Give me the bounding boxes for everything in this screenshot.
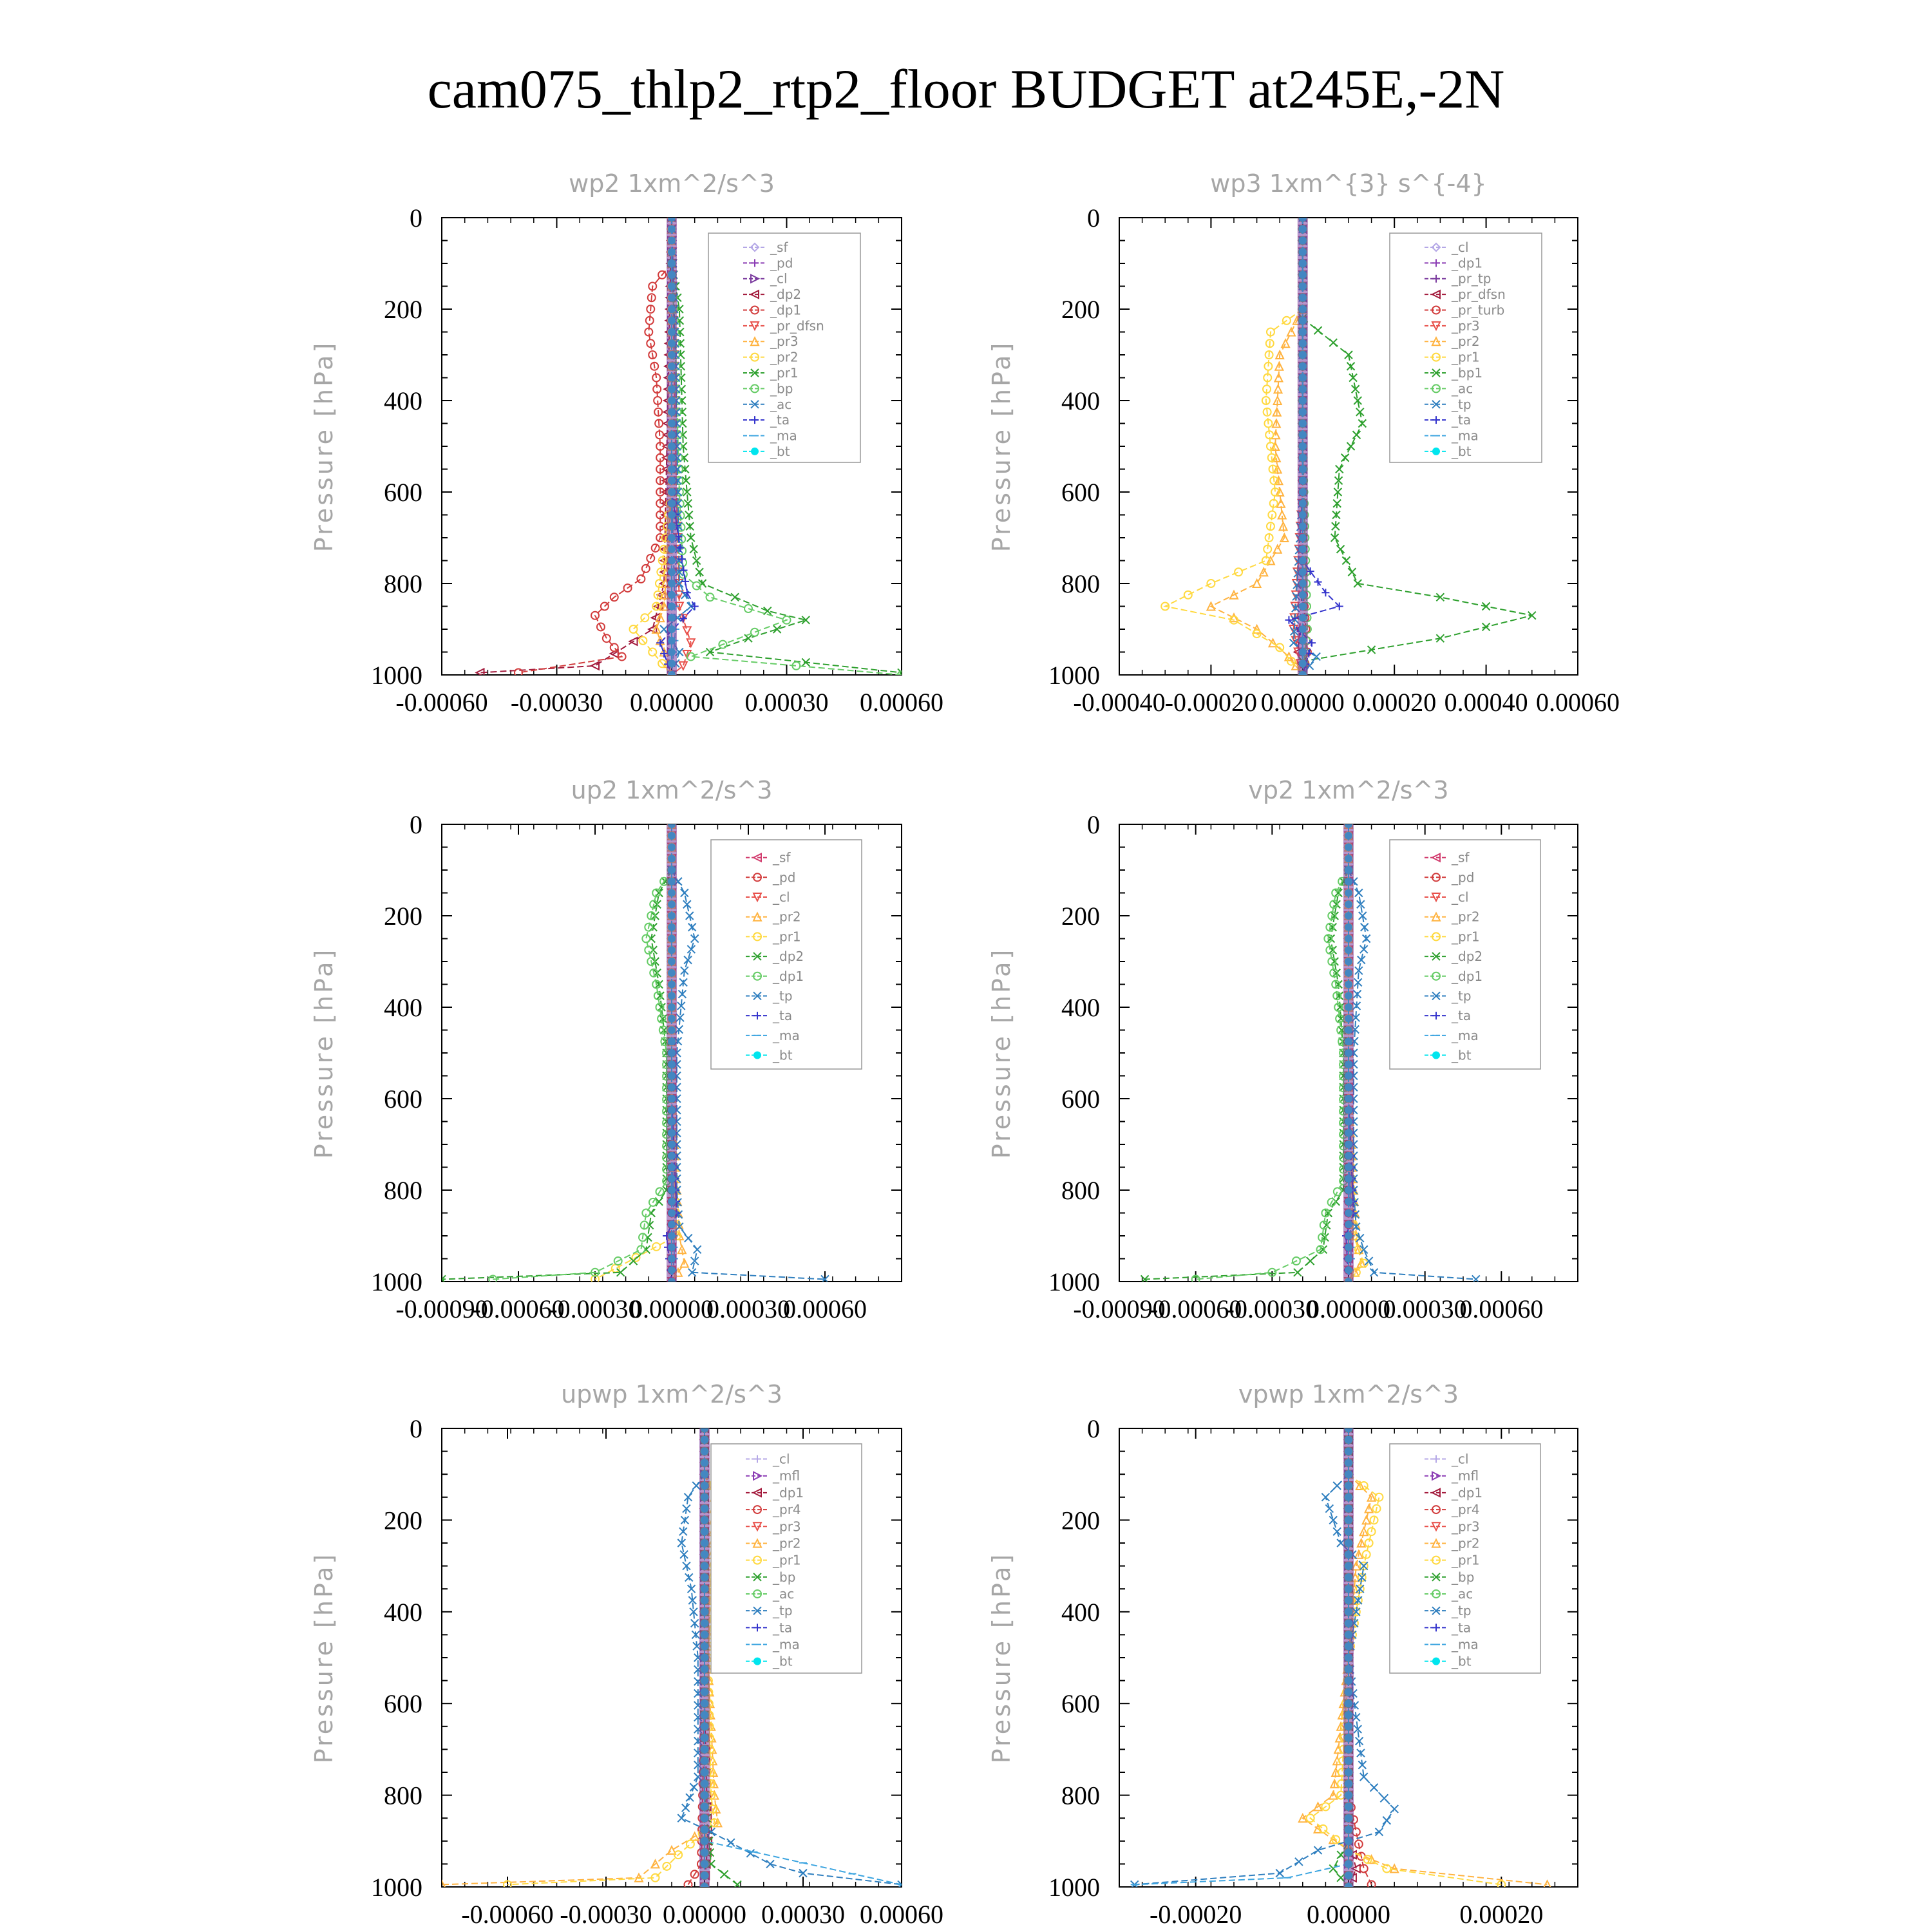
legend-label: _sf	[770, 239, 788, 255]
y-tick-label: 600	[1061, 478, 1100, 507]
y-tick-label: 200	[1061, 295, 1100, 324]
legend-label: _ta	[1452, 1620, 1472, 1636]
legend-swatch-marker	[1432, 1658, 1440, 1665]
data-point	[1235, 568, 1242, 576]
data-point	[1334, 1188, 1341, 1195]
legend-label: _pr2	[773, 1535, 801, 1551]
legend-label: _cl	[1452, 889, 1469, 905]
legend-label: _pr1	[773, 1552, 801, 1568]
x-tick-label: -0.00060	[461, 1900, 554, 1929]
x-tick-label: -0.00060	[472, 1294, 565, 1323]
x-tick-label: 0.00030	[744, 688, 829, 717]
legend-swatch-marker	[1432, 1052, 1440, 1059]
y-tick-label: 1000	[1048, 1873, 1100, 1902]
legend-swatch-marker	[753, 1052, 761, 1059]
legend-label: _bt	[773, 1047, 793, 1063]
data-point	[1282, 339, 1289, 347]
y-axis-label: Pressure [hPa]	[987, 340, 1016, 553]
legend-label: _pr1	[1452, 929, 1480, 945]
data-point	[1253, 580, 1261, 587]
data-point	[1370, 1269, 1378, 1276]
x-tick-label: 0.00020	[1459, 1900, 1544, 1929]
panel-1	[310, 169, 943, 717]
data-point	[691, 603, 699, 611]
legend-label: _pr4	[1452, 1502, 1480, 1518]
x-tick-label: -0.00040	[1073, 688, 1166, 717]
legend	[1390, 840, 1540, 1069]
zero-overlap-band	[667, 218, 677, 675]
data-point	[744, 634, 752, 642]
panel-6	[987, 1380, 1578, 1929]
x-tick-label: 0.00030	[706, 1294, 790, 1323]
y-tick-label: 800	[1061, 569, 1100, 598]
data-point	[1333, 1528, 1341, 1535]
zero-overlap-band	[699, 1428, 710, 1887]
y-tick-label: 200	[384, 295, 422, 324]
legend-label: _mfl	[1452, 1468, 1479, 1484]
series-line	[493, 870, 672, 1280]
x-tick-label: 0.00000	[630, 1294, 714, 1323]
y-tick-label: 0	[1087, 810, 1100, 839]
panel-2	[987, 169, 1620, 717]
legend-label: _ma	[1452, 428, 1479, 444]
y-tick-label: 600	[1061, 1084, 1100, 1113]
series-line	[507, 1474, 717, 1884]
y-tick-label: 600	[384, 1084, 422, 1113]
zero-overlap-band	[667, 824, 677, 1282]
y-tick-label: 400	[1061, 386, 1100, 415]
panel-title: up2 1xm^2/s^3	[571, 776, 773, 804]
legend-label: _dp2	[770, 287, 802, 303]
zero-overlap-band	[1298, 218, 1308, 675]
legend-swatch-marker	[1432, 448, 1440, 455]
data-point	[766, 1860, 774, 1868]
data-point	[696, 568, 703, 576]
x-tick-label: -0.00060	[1150, 1294, 1242, 1323]
data-point	[1274, 545, 1282, 553]
legend-label: _pr1	[1452, 1552, 1480, 1568]
data-point	[751, 629, 759, 636]
legend-label: _ma	[773, 1636, 800, 1653]
legend-label: _bp	[773, 1569, 796, 1585]
zero-overlap-band	[1343, 824, 1354, 1282]
data-point	[1482, 623, 1490, 630]
y-tick-label: 400	[1061, 993, 1100, 1022]
legend-label: _tp	[1452, 1603, 1472, 1619]
data-point	[1390, 1805, 1398, 1813]
y-axis-label: Pressure [hPa]	[310, 340, 338, 553]
legend-label: _ma	[1452, 1636, 1479, 1653]
y-tick-label: 800	[384, 1781, 422, 1810]
data-point	[773, 625, 781, 633]
legend-label: _sf	[1452, 849, 1470, 866]
legend-label: _tp	[1452, 396, 1472, 412]
x-tick-label: -0.00090	[395, 1294, 488, 1323]
x-tick-label: 0.00060	[1459, 1294, 1544, 1323]
y-tick-label: 600	[1061, 1689, 1100, 1719]
data-point	[1329, 339, 1337, 346]
data-point	[799, 1870, 807, 1877]
data-point	[1347, 442, 1355, 450]
legend-label: _ta	[770, 412, 790, 428]
legend-label: _sf	[773, 849, 791, 866]
legend-label: _pd	[1452, 869, 1475, 886]
panel-4	[987, 776, 1578, 1323]
data-point	[1276, 1870, 1283, 1877]
series-_tp	[1131, 1470, 1398, 1888]
legend-label: _ta	[773, 1008, 793, 1024]
legend-label: _pr3	[1452, 317, 1480, 334]
y-tick-label: 400	[384, 386, 422, 415]
series-_dp2	[1141, 866, 1352, 1283]
x-tick-label: -0.00030	[510, 688, 603, 717]
figure-title: cam075_thlp2_rtp2_floor BUDGET at245E,-2N	[427, 58, 1505, 120]
y-tick-label: 1000	[1048, 661, 1100, 690]
y-axis-label: Pressure [hPa]	[310, 1551, 338, 1764]
panel-title: vpwp 1xm^2/s^3	[1238, 1380, 1459, 1408]
series-line	[442, 870, 672, 1280]
data-point	[687, 1841, 694, 1848]
data-point	[682, 1804, 690, 1812]
legend-label: _dp1	[1452, 255, 1483, 271]
x-tick-label: -0.00090	[1073, 1294, 1166, 1323]
legend-label: _ac	[1452, 381, 1473, 397]
panel-5	[310, 1380, 943, 1929]
legend-label: _bt	[770, 443, 790, 459]
y-tick-label: 200	[384, 1506, 422, 1535]
y-tick-label: 1000	[371, 1267, 422, 1296]
series-_pr1	[1161, 305, 1307, 679]
x-tick-label: 0.00060	[1536, 688, 1620, 717]
legend-label: _ac	[1452, 1586, 1473, 1602]
data-point	[1375, 1828, 1383, 1836]
x-tick-label: -0.00020	[1150, 1900, 1242, 1929]
legend-label: _pr2	[770, 349, 799, 365]
panel-title: upwp 1xm^2/s^3	[561, 1380, 782, 1408]
series-line	[1145, 870, 1349, 1280]
legend-label: _ta	[1452, 1008, 1472, 1024]
y-tick-label: 400	[1061, 1597, 1100, 1627]
legend-label: _ma	[770, 428, 797, 444]
legend-label: _pr2	[773, 909, 801, 925]
series-_dp2	[438, 866, 676, 1283]
legend-label: _ma	[773, 1027, 800, 1043]
data-point	[727, 1839, 735, 1846]
y-tick-label: 800	[384, 1176, 422, 1205]
legend-label: _bt	[1452, 1653, 1472, 1669]
legend-label: _pr_dfsn	[1452, 287, 1506, 303]
data-point	[1383, 1817, 1390, 1824]
x-tick-label: 0.00000	[1260, 688, 1345, 717]
legend-label: _pr1	[1452, 349, 1480, 365]
data-point	[764, 607, 772, 615]
legend-label: _tp	[773, 1603, 793, 1619]
y-tick-label: 1000	[371, 1873, 422, 1902]
data-point	[1294, 1269, 1302, 1276]
series-line	[595, 824, 677, 1280]
x-tick-label: 0.00020	[1352, 688, 1437, 717]
legend-label: _pr1	[770, 365, 799, 381]
y-tick-label: 800	[384, 569, 422, 598]
legend-label: _tp	[773, 988, 793, 1004]
data-point	[1321, 1493, 1329, 1501]
legend-label: _pr2	[1452, 909, 1480, 925]
data-point	[721, 1870, 728, 1878]
x-tick-label: -0.00030	[560, 1900, 652, 1929]
data-point	[611, 643, 618, 651]
data-point	[684, 956, 692, 964]
panel-title: wp3 1xm^{3} s^{-4}	[1210, 169, 1487, 198]
legend-label: _cl	[773, 889, 790, 905]
x-tick-label: 0.00060	[860, 688, 943, 717]
legend-label: _pd	[770, 255, 793, 271]
legend	[711, 1444, 862, 1673]
legend	[1390, 233, 1542, 462]
x-tick-label: 0.00060	[783, 1294, 867, 1323]
legend-label: _cl	[1452, 1451, 1469, 1467]
series-_dp1	[515, 260, 676, 676]
legend-label: _cl	[1452, 239, 1469, 255]
x-tick-label: 0.00040	[1444, 688, 1528, 717]
legend-label: _ac	[770, 396, 792, 412]
zero-overlap-band	[1343, 1428, 1354, 1887]
legend-label: _dp1	[1452, 1484, 1483, 1501]
legend	[1390, 1444, 1540, 1673]
data-point	[1355, 889, 1363, 897]
legend-label: _pr2	[1452, 334, 1480, 350]
x-tick-label: -0.00060	[395, 688, 488, 717]
legend-label: _ta	[1452, 412, 1472, 428]
y-axis-label: Pressure [hPa]	[987, 1551, 1016, 1764]
data-point	[731, 593, 739, 601]
legend-label: _dp2	[1452, 949, 1483, 965]
x-tick-label: 0.00000	[1307, 1900, 1390, 1929]
data-point	[642, 565, 650, 573]
legend-label: _cl	[770, 270, 788, 287]
x-tick-label: 0.00060	[860, 1900, 943, 1929]
x-tick-label: 0.00000	[1307, 1294, 1390, 1323]
series-line	[480, 218, 672, 673]
legend	[711, 840, 862, 1069]
data-point	[692, 1482, 700, 1490]
data-point	[1341, 454, 1349, 462]
data-point	[686, 1794, 694, 1801]
data-point	[1325, 1505, 1333, 1513]
x-tick-label: -0.00030	[1226, 1294, 1318, 1323]
legend-label: _dp1	[773, 1484, 804, 1501]
data-point	[1342, 557, 1350, 565]
data-point	[612, 1265, 620, 1273]
series-_pr2	[438, 1470, 721, 1888]
data-point	[685, 1235, 692, 1242]
data-point	[1277, 500, 1285, 507]
data-point	[1333, 1482, 1341, 1490]
data-point	[1314, 327, 1322, 334]
data-point	[690, 1783, 697, 1791]
data-point	[1336, 466, 1343, 473]
y-axis-label: Pressure [hPa]	[310, 947, 338, 1159]
legend-swatch-marker	[751, 448, 759, 455]
legend-label: _ac	[773, 1586, 795, 1602]
legend-label: _bp1	[1452, 365, 1483, 381]
y-tick-label: 200	[1061, 902, 1100, 931]
legend-label: _pr2	[1452, 1535, 1480, 1551]
x-tick-label: 0.00000	[630, 688, 714, 717]
y-tick-label: 800	[1061, 1781, 1100, 1810]
data-point	[1307, 1257, 1314, 1265]
legend-swatch-marker	[753, 1658, 761, 1665]
panel-3	[310, 776, 902, 1323]
x-tick-label: 0.00030	[1383, 1294, 1467, 1323]
panel-title: vp2 1xm^2/s^3	[1248, 776, 1449, 804]
y-tick-label: 200	[1061, 1506, 1100, 1535]
x-tick-label: -0.00030	[549, 1294, 641, 1323]
data-point	[706, 593, 714, 601]
x-tick-label: 0.00000	[663, 1900, 746, 1929]
y-tick-label: 0	[410, 204, 422, 232]
y-tick-label: 1000	[371, 661, 422, 690]
y-tick-label: 0	[1087, 1414, 1100, 1443]
data-point	[637, 575, 645, 583]
x-tick-label: 0.00030	[761, 1900, 845, 1929]
series-line	[1135, 1428, 1349, 1884]
legend-label: _bt	[1452, 443, 1472, 459]
data-point	[1380, 1794, 1388, 1802]
data-point	[687, 945, 695, 953]
series-_pr1	[504, 1470, 721, 1888]
series-line	[1196, 870, 1349, 1280]
data-point	[649, 649, 656, 656]
series-line	[442, 1474, 717, 1884]
y-tick-label: 200	[384, 902, 422, 931]
legend-label: _pr3	[773, 1519, 801, 1535]
legend-label: _pr_turb	[1452, 302, 1505, 318]
x-tick-label: -0.00020	[1164, 688, 1258, 717]
data-point	[630, 625, 638, 633]
data-point	[677, 1814, 685, 1822]
data-point	[1352, 431, 1360, 439]
data-point	[1337, 545, 1345, 553]
legend-label: _pr3	[770, 334, 799, 350]
legend-label: _ta	[773, 1620, 793, 1636]
legend-label: _pr_tp	[1452, 270, 1492, 287]
legend-label: _bt	[773, 1653, 793, 1669]
legend-label: _dp1	[1452, 968, 1483, 984]
legend-label: _pr3	[1452, 1519, 1480, 1535]
legend-label: _pr_dfsn	[770, 317, 824, 334]
legend-label: _dp1	[773, 968, 804, 984]
legend-label: _bp	[770, 381, 793, 397]
y-tick-label: 400	[384, 1597, 422, 1627]
y-tick-label: 800	[1061, 1176, 1100, 1205]
legend-label: _mfl	[773, 1468, 800, 1484]
data-point	[591, 662, 599, 670]
y-tick-label: 600	[384, 478, 422, 507]
y-tick-label: 400	[384, 993, 422, 1022]
panel-title: wp2 1xm^2/s^3	[569, 169, 775, 198]
legend-label: _cl	[773, 1451, 790, 1467]
legend-label: _pr4	[773, 1502, 801, 1518]
data-point	[1184, 591, 1192, 599]
legend-label: _dp2	[773, 949, 804, 965]
legend	[708, 233, 860, 462]
series-_ma	[1131, 1428, 1352, 1884]
data-point	[1348, 568, 1356, 576]
series-_dp1	[1192, 866, 1352, 1283]
legend-label: _tp	[1452, 988, 1472, 1004]
y-tick-label: 0	[1087, 204, 1100, 232]
data-point	[694, 1245, 701, 1253]
legend-label: _bt	[1452, 1047, 1472, 1063]
series-_dp1	[489, 866, 676, 1283]
y-tick-label: 0	[410, 1414, 422, 1443]
y-tick-label: 600	[384, 1689, 422, 1719]
data-point	[1295, 1858, 1303, 1866]
data-point	[1314, 1846, 1322, 1854]
legend-label: _bp	[1452, 1569, 1475, 1585]
data-point	[683, 627, 691, 634]
data-point	[1370, 1784, 1378, 1792]
legend-label: _dp1	[770, 302, 802, 318]
data-point	[681, 889, 688, 897]
legend-label: _pr1	[773, 929, 801, 945]
data-point	[1329, 1516, 1337, 1524]
series-_dp2	[477, 214, 676, 676]
data-point	[1308, 639, 1316, 647]
legend-label: _ma	[1452, 1027, 1479, 1043]
legend-label: _pd	[773, 869, 796, 886]
y-axis-label: Pressure [hPa]	[987, 947, 1016, 1159]
data-point	[693, 557, 701, 565]
y-tick-label: 1000	[1048, 1267, 1100, 1296]
y-tick-label: 0	[410, 810, 422, 839]
